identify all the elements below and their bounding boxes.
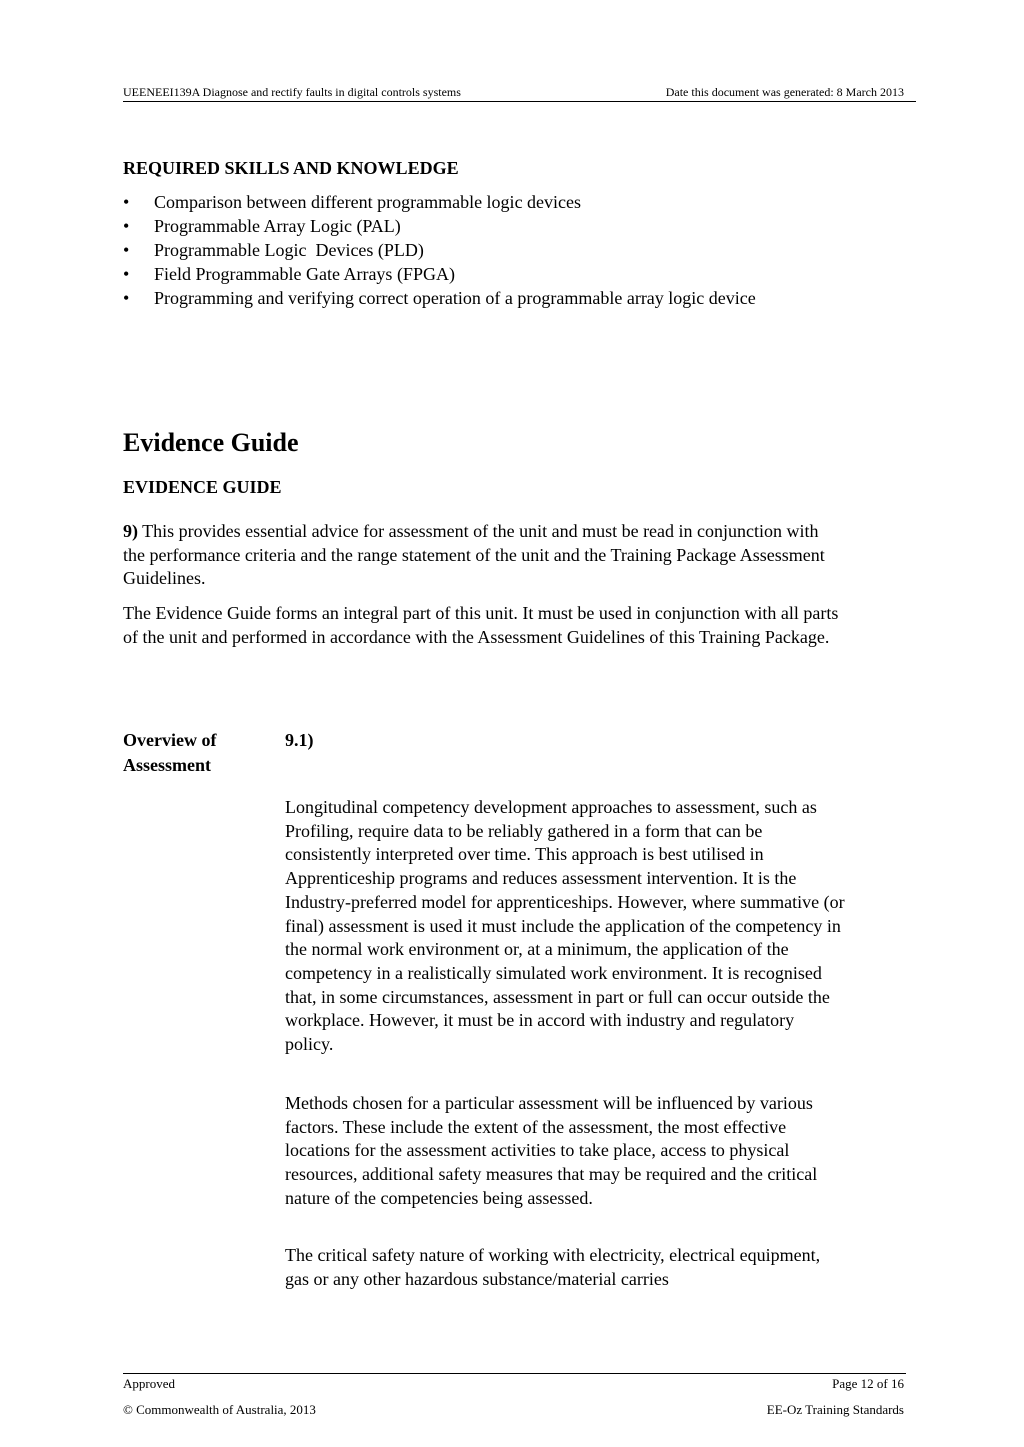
list-item-text: Programming and verifying correct operation of a programmable array logic device [154,288,756,308]
section-number: 9.1) [285,730,314,750]
list-item-text: Field Programmable Gate Arrays (FPGA) [154,264,455,284]
footer-copyright: © Commonwealth of Australia, 2013 [123,1402,316,1417]
overview-of-assessment-label: Overview of Assessment [123,730,217,775]
bullet-icon: • [123,288,130,308]
list-item [123,215,803,238]
footer-page-number: Page 12 of 16 [832,1376,904,1391]
required-skills-list [123,191,803,311]
bullet-icon: • [123,264,130,284]
header-divider [123,101,916,102]
list-item [123,239,803,262]
footer-status: Approved [123,1376,175,1391]
footer-divider [123,1373,906,1374]
bullet-icon: • [123,240,130,260]
list-item [123,287,803,310]
bullet-icon: • [123,216,130,236]
header-generated-date: Date this document was generated: 8 March 2013 [665,85,904,99]
list-item-text: Programmable Array Logic (PAL) [154,216,401,236]
evidence-paragraph-9 [123,520,843,591]
evidence-intro-paragraph: The Evidence Guide forms an integral part of this unit. It must be used in conjunction with all parts of the unit and performed in accordance with the Assessment Guidelines of this Training Package. [123,603,839,647]
overview-paragraph-1: Longitudinal competency development approaches to assessment, such as Profiling, require data to be reliably gathered in a form that can be consistently interpreted over time. This approach is best utilised in Apprenticeship programs and reduces assessment intervention. It is the Industry-preferred model for apprenticeships. However, where summative (or final) assessment is used it must include the application of the competency in the normal work environment or, at a minimum, the application of the competency in a realistically simulated work environment. It is recognised that, in some circumstances, assessment in part or full can occur outside the workplace. However, it must be in accord with industry and regulatory policy. [285,797,845,1055]
list-item [123,263,803,286]
footer-organisation: EE-Oz Training Standards [766,1402,904,1417]
overview-paragraph-3: The critical safety nature of working with electricity, electrical equipment, gas or any other hazardous substance/material carries [285,1245,821,1289]
section-number: 9) [123,521,138,541]
header-unit-title: UEENEEI139A Diagnose and rectify faults in digital controls systems [123,85,461,99]
evidence-guide-title: Evidence Guide [123,428,299,457]
list-item-text: Comparison between different programmable logic devices [154,192,582,212]
overview-paragraph-2: Methods chosen for a particular assessment will be influenced by various factors. These include the extent of the assessment, the most effective locations for the assessment activities to take place, access to physical resources, additional safety measures that may be required and the critical nature of the competencies being assessed. [285,1093,818,1208]
list-item-text: Programmable Logic Devices (PLD) [154,240,424,260]
bullet-icon: • [123,192,130,212]
paragraph-text: This provides essential advice for assessment of the unit and must be read in conjunction with the performance criteria and the range statement of the unit and the Training Package Assessment Guidelines. [123,521,825,589]
required-skills-heading: REQUIRED SKILLS AND KNOWLEDGE [123,158,459,178]
evidence-guide-subheading: EVIDENCE GUIDE [123,477,282,497]
list-item [123,191,803,214]
